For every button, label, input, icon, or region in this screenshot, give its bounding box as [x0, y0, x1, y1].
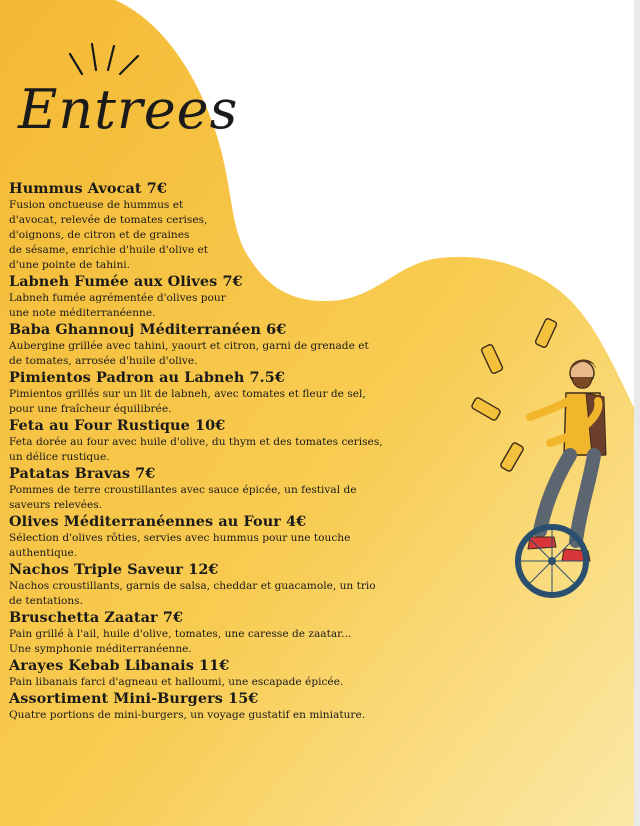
menu-item-name: Feta au Four Rustique 10€	[9, 417, 226, 434]
description-line: une note méditerranéenne.	[9, 307, 156, 319]
menu-item-name: Baba Ghannouj Méditerranéen 6€	[9, 321, 287, 338]
menu-item	[9, 180, 389, 273]
description-line: de tentations.	[9, 595, 83, 607]
description-line: un délice rustique.	[9, 451, 110, 463]
menu-item	[9, 465, 389, 513]
description-line: Une symphonie méditerranéenne.	[9, 643, 192, 655]
menu-item-description	[9, 708, 389, 723]
juggler-unicycle-illustration	[466, 305, 614, 603]
menu-item-description	[9, 579, 389, 609]
menu-item	[9, 561, 389, 609]
description-line: Pain libanais farci d'agneau et halloumi, une escapade épicée.	[9, 676, 344, 688]
menu-item-name: Patatas Bravas 7€	[9, 465, 156, 482]
menu-item-description	[9, 198, 389, 273]
menu-item-description	[9, 675, 389, 690]
description-line: Nachos croustillants, garnis de salsa, cheddar et guacamole, un trio	[9, 580, 376, 592]
description-line: Pain grillé à l'ail, huile d'olive, tomates, une caresse de zaatar...	[9, 628, 352, 640]
menu-item-description	[9, 387, 389, 417]
menu-item-name: Assortiment Mini-Burgers 15€	[9, 690, 259, 707]
page-title: Entrees	[18, 78, 239, 141]
menu-item-name: Olives Méditerranéennes au Four 4€	[9, 513, 307, 530]
description-line: pour une fraîcheur équilibrée.	[9, 403, 172, 415]
menu-item-description	[9, 531, 389, 561]
description-line: authentique.	[9, 547, 78, 559]
menu-item	[9, 609, 389, 657]
menu-item-description	[9, 483, 389, 513]
menu-list	[9, 180, 389, 723]
menu-item-description	[9, 291, 389, 321]
menu-item-description	[9, 435, 389, 465]
menu-item-name: Nachos Triple Saveur 12€	[9, 561, 219, 578]
menu-item	[9, 417, 389, 465]
menu-item-name: Pimientos Padron au Labneh 7.5€	[9, 369, 285, 386]
description-line: Aubergine grillée avec tahini, yaourt et citron, garni de grenade et	[9, 340, 369, 352]
description-line: de tomates, arrosée d'huile d'olive.	[9, 355, 198, 367]
description-line: d'une pointe de tahini.	[9, 259, 131, 271]
menu-item-name: Hummus Avocat 7€	[9, 180, 167, 197]
description-line: Sélection d'olives rôties, servies avec hummus pour une touche	[9, 532, 351, 544]
menu-item	[9, 273, 389, 321]
menu-item	[9, 369, 389, 417]
description-line: saveurs relevées.	[9, 499, 103, 511]
description-line: d'avocat, relevée de tomates cerises,	[9, 214, 208, 226]
menu-item	[9, 690, 389, 723]
description-line: Pimientos grillés sur un lit de labneh, avec tomates et fleur de sel,	[9, 388, 366, 400]
page-edge	[634, 0, 640, 826]
menu-item	[9, 321, 389, 369]
description-line: d'oignons, de citron et de graines	[9, 229, 190, 241]
menu-item-name: Labneh Fumée aux Olives 7€	[9, 273, 243, 290]
description-line: Feta dorée au four avec huile d'olive, du thym et des tomates cerises,	[9, 436, 383, 448]
description-line: Labneh fumée agrémentée d'olives pour	[9, 292, 226, 304]
description-line: Quatre portions de mini-burgers, un voyage gustatif en miniature.	[9, 709, 366, 721]
menu-item-name: Arayes Kebab Libanais 11€	[9, 657, 230, 674]
menu-item	[9, 513, 389, 561]
menu-item-name: Bruschetta Zaatar 7€	[9, 609, 184, 626]
description-line: de sésame, enrichie d'huile d'olive et	[9, 244, 209, 256]
menu-item-description	[9, 339, 389, 369]
description-line: Fusion onctueuse de hummus et	[9, 199, 184, 211]
menu-item	[9, 657, 389, 690]
description-line: Pommes de terre croustillantes avec sauce épicée, un festival de	[9, 484, 357, 496]
menu-item-description	[9, 627, 389, 657]
